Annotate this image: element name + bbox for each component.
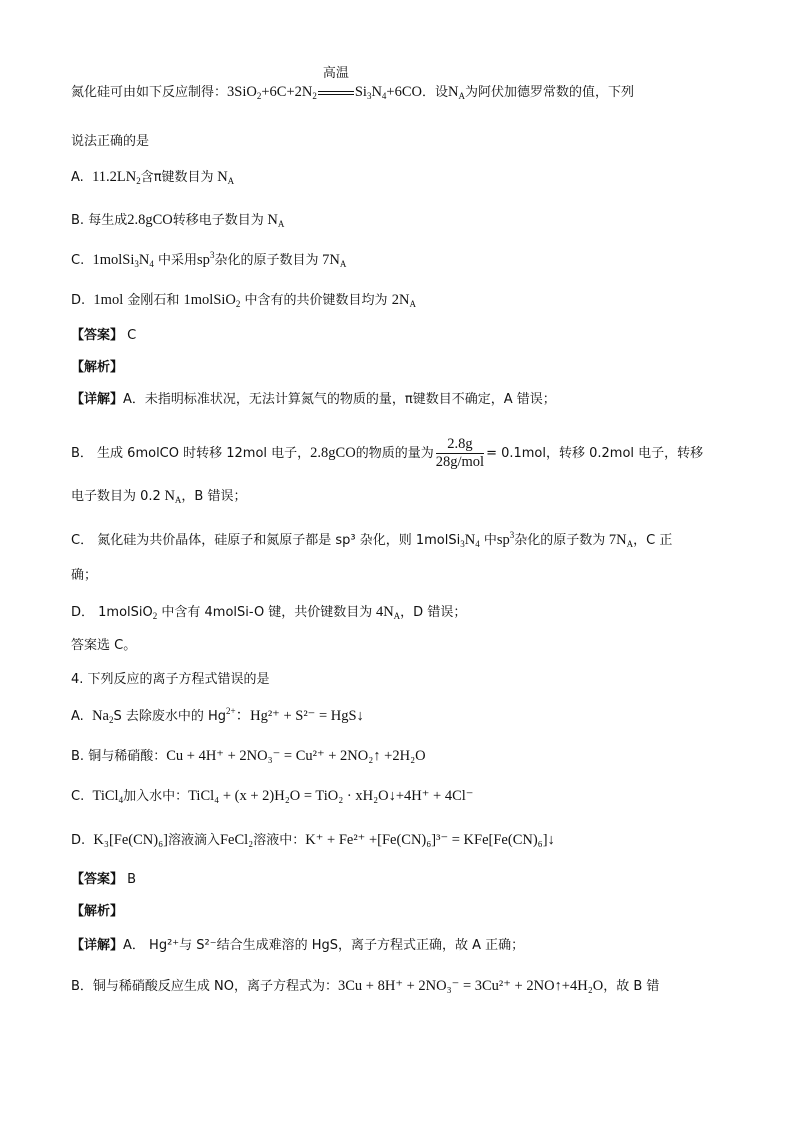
q3-stem-line1: 氮化硅可由如下反应制得：$3SiO_2+6C+2N_2$ 高温 $Si_3N_4+6CO$．设$N_A$为阿伏加德罗常数的值，下列	[71, 66, 635, 101]
q3-detail-a: 【详解】A．未指明标准状况，无法计算氮气的物质的量，π键数目不确定，A 错误；	[71, 392, 556, 407]
q3-answer: 【答案】 C	[71, 328, 137, 343]
q4-option-d: D. K₃[Fe(CN)₆]溶液滴入FeCl₂溶液中：K⁺ + Fe²⁺ +[Fe(CN)₆]³⁻ = KFe[Fe(CN)₆]↓	[71, 832, 555, 848]
q3-conclusion: 答案选 C。	[71, 638, 137, 653]
q3-detail-c-cont: 确；	[71, 568, 98, 583]
q3-detail-d: D． 1molSiO$_2$ 中含有 4molSi-O 键，共价键数目为 $4N_A$，D 错误；	[71, 604, 467, 621]
q3-detail-c: C． 氮化硅为共价晶体，硅原子和氮原子都是 sp³ 杂化，则 $1molSi_3N_4$ 中$sp^3$杂化的原子数为 $7N_A$，C 正	[71, 530, 673, 549]
q4-stem: 4. 下列反应的离子方程式错误的是	[71, 672, 270, 687]
q4-analysis-label: 【解析】	[71, 904, 124, 919]
q3-option-c: C. $1molSi_3N_4$ 中采用$sp^3$杂化的原子数目为 $7N_A$	[71, 250, 347, 269]
fraction: $\frac{2.8g}{\text{28g/mol}}$	[435, 436, 485, 470]
q4-option-a: A. $Na_2S$ 去除废水中的 $Hg^{2+}$：Hg²⁺ + S²⁻ = HgS↓	[71, 706, 364, 725]
q3-option-a: A. $11.2LN_2$含π键数目为 $N_A$	[71, 169, 235, 186]
q4-option-b: B. 铜与稀硝酸：Cu + 4H⁺ + 2NO₃⁻ = Cu²⁺ + 2NO₂↑ +2H₂O	[71, 748, 426, 764]
q4-option-c: C. TiCl$_4$加入水中：TiCl₄ + (x + 2)H₂O = TiO₂ · xH₂O↓+4H⁺ + 4Cl⁻	[71, 788, 474, 805]
reaction-equation: $3SiO_2+6C+2N_2$ 高温 $Si_3N_4+6CO$	[227, 66, 422, 101]
q4-answer: 【答案】 B	[71, 872, 137, 887]
reaction-condition: 高温	[318, 82, 354, 102]
q3-option-d: D. 1mol 金刚石和 1molSiO$_2$ 中含有的共价键数目均为 $2N_A$	[71, 292, 416, 309]
stem-text: 氮化硅可由如下反应制得：	[71, 85, 228, 100]
q3-stem-line2: 说法正确的是	[71, 134, 150, 149]
q3-detail-b: B． 生成 6molCO 时转移 12mol 电子，2.8gCO的物质的量为 $\frac{2.8g}{\text{28g/mol}}$ = 0.1mol，转移 0.2mol 电子，转移	[71, 436, 704, 470]
q4-detail-a: 【详解】A． Hg²⁺与 S²⁻结合生成难溶的 HgS，离子方程式正确，故 A 正确；	[71, 938, 525, 953]
q4-detail-b: B．铜与稀硝酸反应生成 NO，离子方程式为：3Cu + 8H⁺ + 2NO₃⁻ = 3Cu²⁺ + 2NO↑+4H₂O，故 B 错	[71, 978, 660, 994]
q3-option-b: B. 每生成2.8gCO转移电子数目为 $N_A$	[71, 212, 285, 229]
q3-analysis-label: 【解析】	[71, 360, 124, 375]
q3-detail-b-cont: 电子数目为 0.2 $N_A$，B 错误；	[71, 488, 247, 505]
